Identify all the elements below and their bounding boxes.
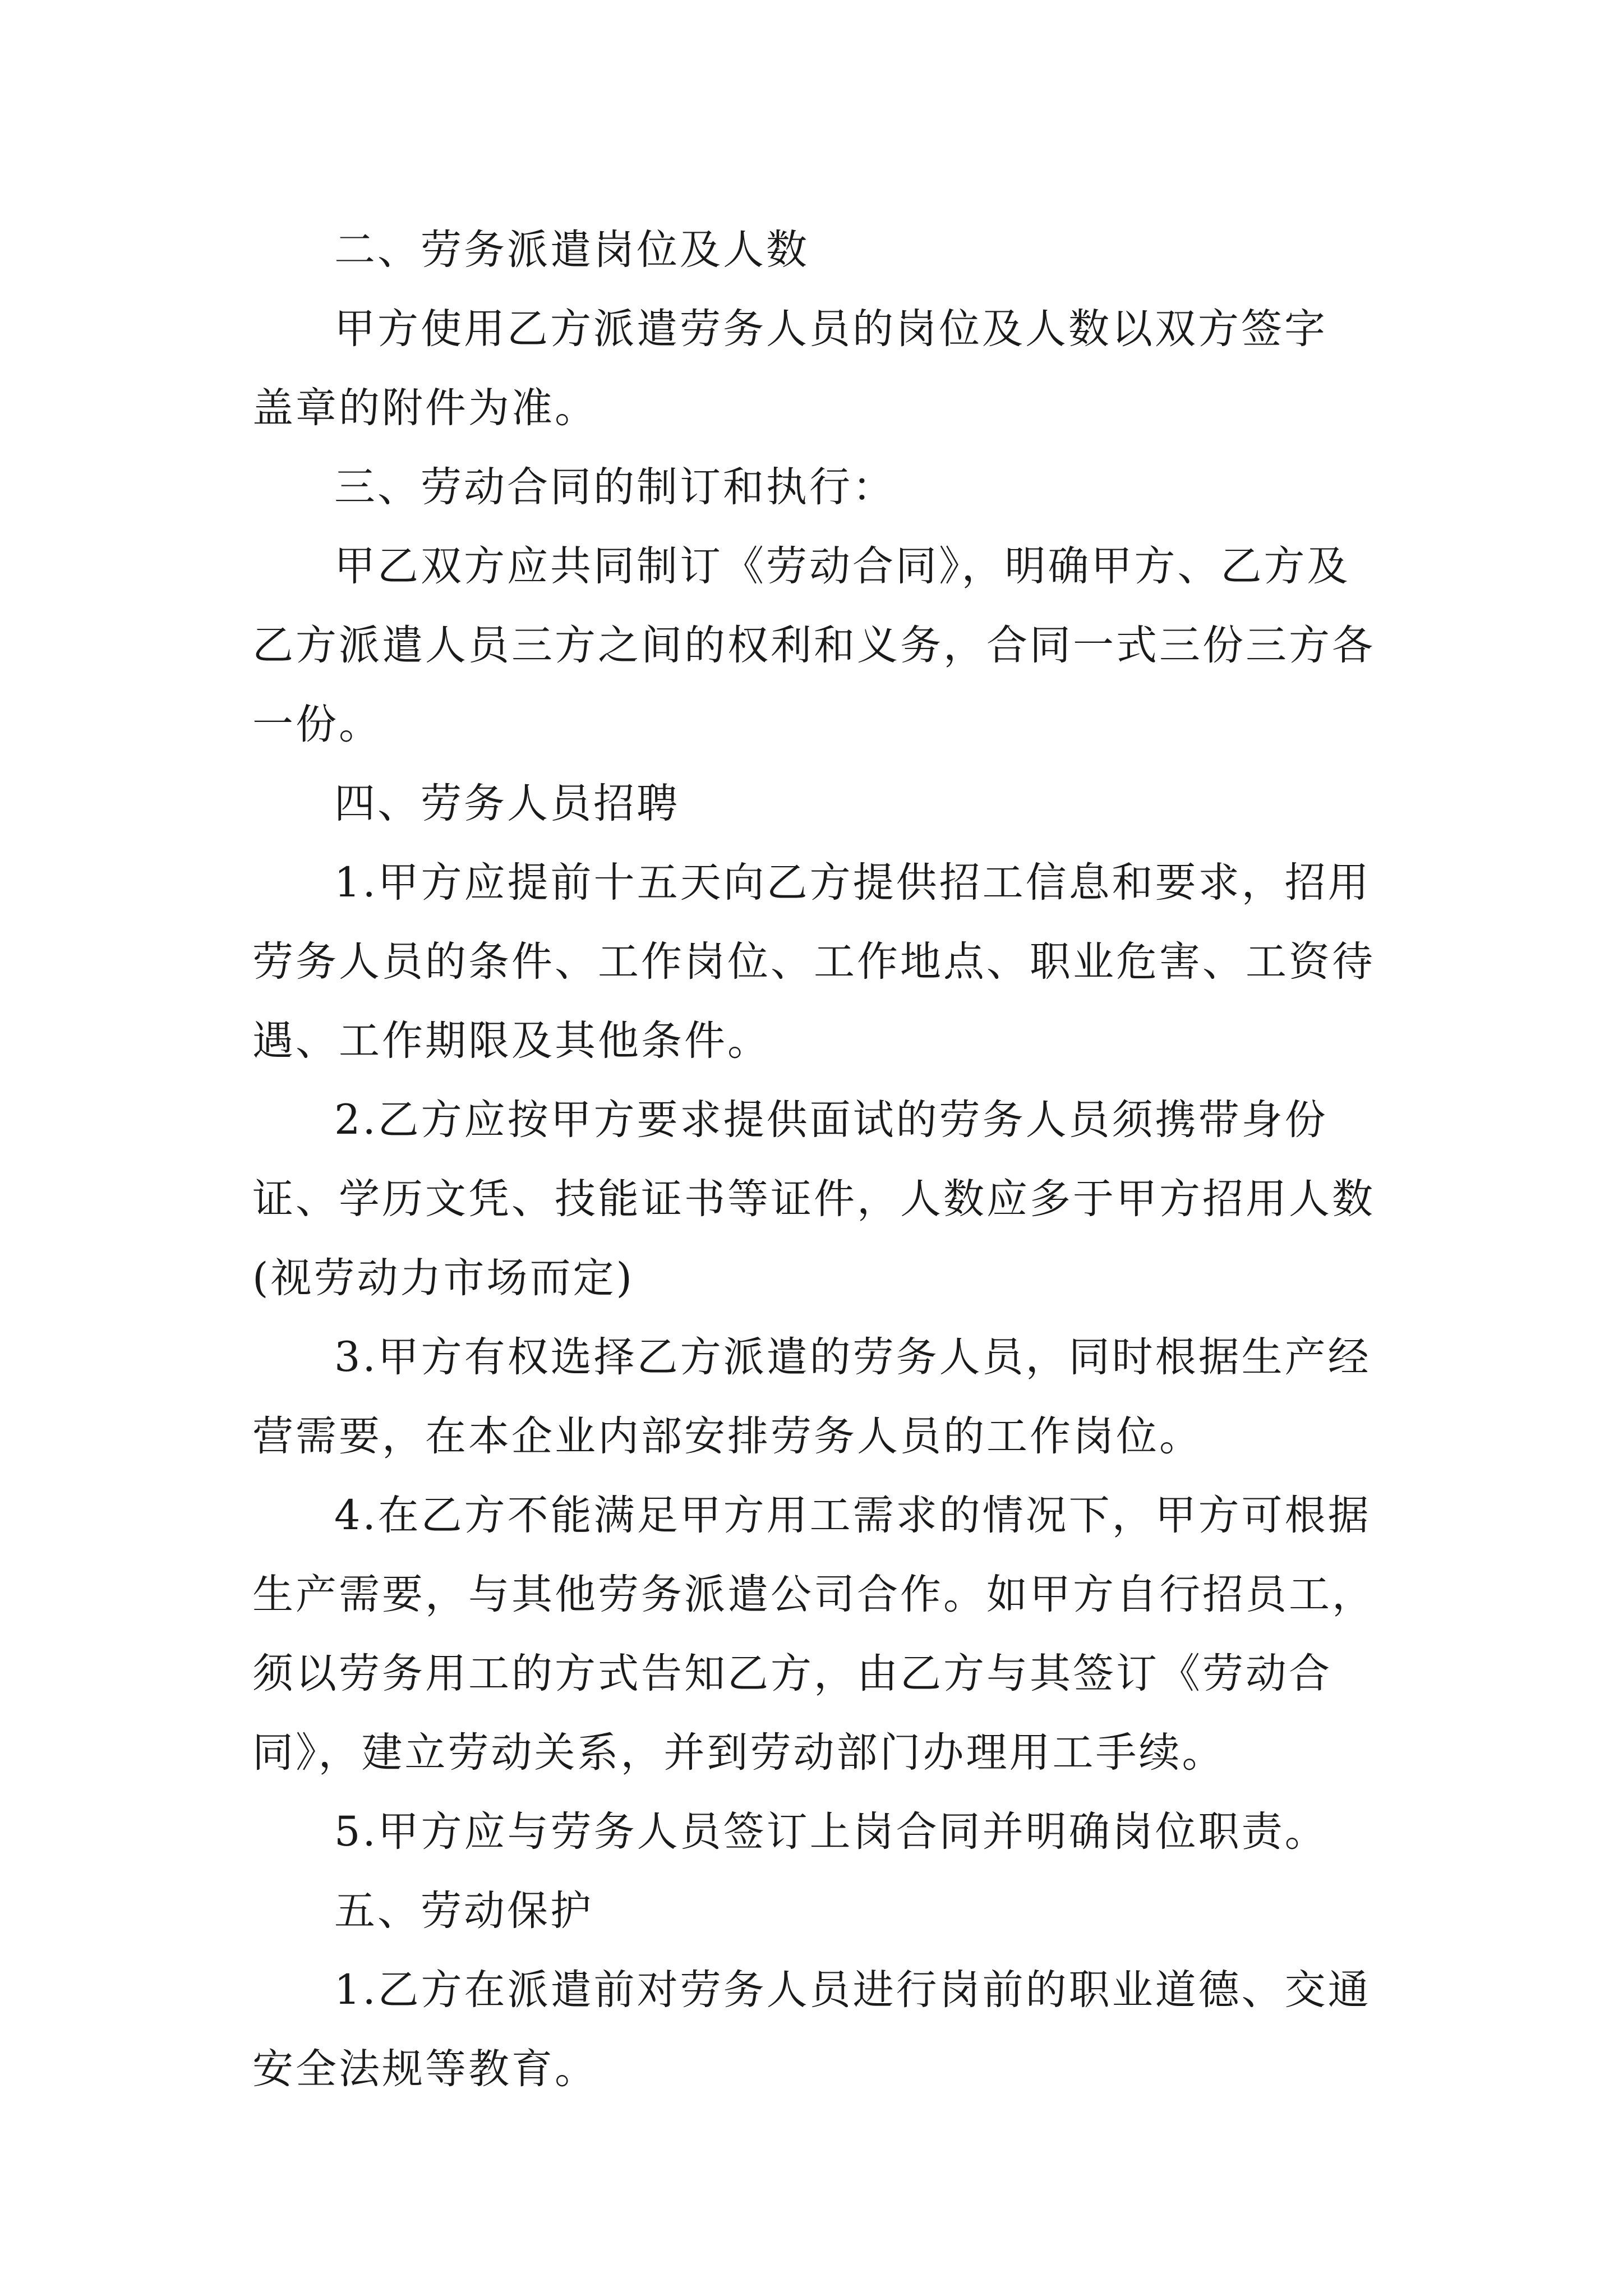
text-line: 安全法规等教育。 xyxy=(252,2045,598,2093)
text-line: (视劳动力市场而定) xyxy=(252,1254,634,1302)
text-line: 劳务人员的条件、工作岗位、工作地点、职业危害、工资待 xyxy=(252,938,1375,986)
text-line: 营需要，在本企业内部安排劳务人员的工作岗位。 xyxy=(252,1412,1202,1460)
text-line: 甲方使用乙方派遣劳务人员的岗位及人数以双方签字 xyxy=(334,305,1327,353)
section-2-paragraph xyxy=(252,289,1391,448)
text-line: 五、劳动保护 xyxy=(334,1887,593,1935)
document-body xyxy=(252,210,1391,2109)
text-line: 四、劳务人员招聘 xyxy=(334,780,680,827)
section-2-heading xyxy=(252,210,1391,289)
section-4-item-4 xyxy=(252,1476,1391,1792)
section-3-paragraph xyxy=(252,527,1391,764)
section-4-item-2 xyxy=(252,1080,1391,1318)
text-line: 须以劳务用工的方式告知乙方，由乙方与其签订《劳动合 xyxy=(252,1650,1332,1697)
text-line: 三、劳动合同的制订和执行： xyxy=(334,463,896,511)
text-line: 甲乙双方应共同制订《劳动合同》，明确甲方、乙方及 xyxy=(334,542,1350,590)
text-line: 一份。 xyxy=(252,701,382,748)
section-5-heading xyxy=(252,1871,1391,1950)
text-line: 乙方派遣人员三方之间的权利和义务，合同一式三份三方各 xyxy=(252,622,1375,669)
text-line: 证、学历文凭、技能证书等证件，人数应多于甲方招用人数 xyxy=(252,1175,1375,1223)
text-line: 盖章的附件为准。 xyxy=(252,384,598,432)
text-line: 2.乙方应按甲方要求提供面试的劳务人员须携带身份 xyxy=(334,1096,1328,1144)
section-4-item-1 xyxy=(252,843,1391,1080)
text-line: 二、劳务派遣岗位及人数 xyxy=(334,226,809,274)
section-4-item-3 xyxy=(252,1318,1391,1476)
section-5-item-1 xyxy=(252,1950,1391,2109)
text-line: 3.甲方有权选择乙方派遣的劳务人员，同时根据生产经 xyxy=(334,1333,1371,1381)
section-4-heading xyxy=(252,764,1391,843)
text-line: 生产需要，与其他劳务派遣公司合作。如甲方自行招员工， xyxy=(252,1571,1375,1618)
text-line: 遇、工作期限及其他条件。 xyxy=(252,1017,771,1065)
text-line: 5.甲方应与劳务人员签订上岗合同并明确岗位职责。 xyxy=(334,1808,1328,1856)
section-4-item-5 xyxy=(252,1792,1391,1871)
text-line: 同》，建立劳动关系，并到劳动部门办理用工手续。 xyxy=(252,1729,1225,1777)
text-line: 1.乙方在派遣前对劳务人员进行岗前的职业道德、交通 xyxy=(334,1966,1371,2014)
section-3-heading xyxy=(252,448,1391,527)
text-line: 1.甲方应提前十五天向乙方提供招工信息和要求，招用 xyxy=(334,859,1371,907)
text-line: 4.在乙方不能满足甲方用工需求的情况下，甲方可根据 xyxy=(334,1492,1371,1539)
